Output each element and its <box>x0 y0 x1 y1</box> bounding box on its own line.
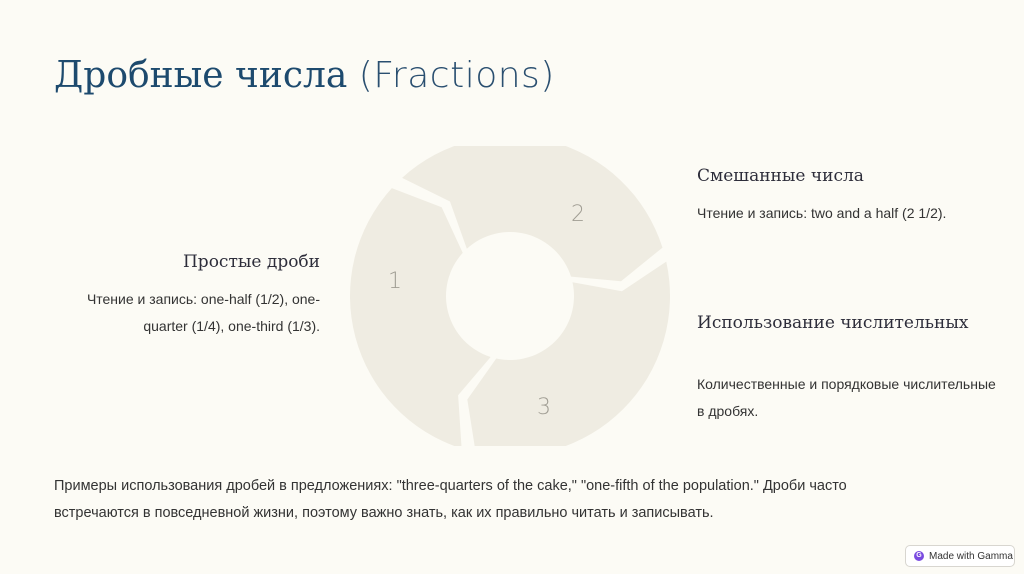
cycle-segment-3 <box>467 262 670 446</box>
cycle-number-3: 3 <box>537 395 551 420</box>
footer-note: Примеры использования дробей в предложениях: "three-quarters of the cake," "one-fifth of the population." Дроби часто встречаются в повседневной жизни, поэтому важно знать, как их правильно читать и записывать. <box>54 478 847 521</box>
gamma-logo-icon: G <box>914 551 924 561</box>
title-main: Дробные числа <box>54 55 348 96</box>
step-3-title: Использование числительных <box>697 313 969 333</box>
step-2-description: Чтение и запись: two and a half (2 1/2). <box>697 205 947 221</box>
cycle-number-1: 1 <box>388 269 402 294</box>
cycle-diagram <box>340 146 680 446</box>
cycle-number-2: 2 <box>571 202 585 227</box>
step-2-title: Смешанные числа <box>697 166 864 186</box>
page-title <box>54 52 555 100</box>
title-parenthetical: (Fractions) <box>358 55 555 96</box>
made-with-gamma-badge[interactable] <box>905 545 1015 567</box>
step-1-description: Чтение и запись: one-half (1/2), one-quarter (1/4), one-third (1/3). <box>86 291 320 334</box>
step-1-title: Простые дроби <box>182 252 320 272</box>
step-3-description: Количественные и порядковые числительные в дробях. <box>697 376 996 419</box>
badge-label: Made with Gamma <box>929 550 1013 562</box>
cycle-diagram-svg <box>340 146 680 446</box>
